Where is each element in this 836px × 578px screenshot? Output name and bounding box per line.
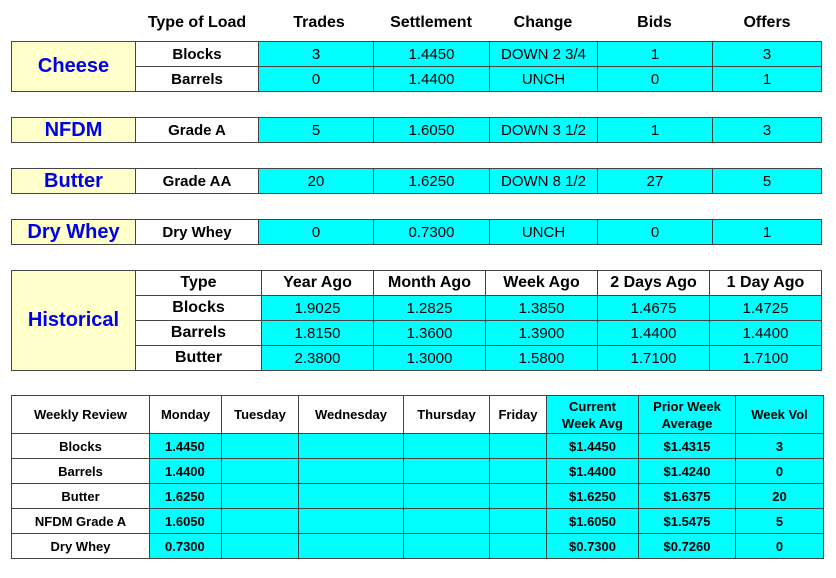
weekly-row-label: Barrels <box>11 458 150 484</box>
weekly-cell-week-vol: 0 <box>735 533 824 559</box>
weekly-cell-current-avg: $1.4450 <box>546 433 639 459</box>
historical-butter-month-ago: 1.3000 <box>373 345 486 371</box>
weekly-cell-thursday <box>403 433 490 459</box>
cheese-barrels-offers: 1 <box>712 66 822 92</box>
weekly-cell-current-avg: $1.6050 <box>546 508 639 534</box>
weekly-cell-week-vol: 20 <box>735 483 824 509</box>
weekly-header-thursday: Thursday <box>403 395 490 434</box>
nfdm-change: DOWN 3 1/2 <box>489 117 598 143</box>
nfdm-type: Grade A <box>135 117 259 143</box>
weekly-row-label: Butter <box>11 483 150 509</box>
cheese-barrels-settlement: 1.4400 <box>373 66 490 92</box>
cheese-type-barrels: Barrels <box>135 66 259 92</box>
header-change: Change <box>513 14 573 31</box>
weekly-header-prior-week-average <box>638 395 736 434</box>
drywhey-change: UNCH <box>489 219 598 245</box>
historical-barrels-2-days-ago: 1.4400 <box>597 320 710 346</box>
weekly-cell-thursday <box>403 533 490 559</box>
drywhey-type: Dry Whey <box>135 219 259 245</box>
butter-change: DOWN 8 1/2 <box>489 168 598 194</box>
weekly-cell-thursday <box>403 458 490 484</box>
weekly-cell-monday: 0.7300 <box>149 533 222 559</box>
weekly-header-week-vol: Week Vol <box>735 395 824 434</box>
historical-header-type: Type <box>135 270 262 296</box>
weekly-cell-wednesday <box>298 458 404 484</box>
weekly-cell-monday: 1.4450 <box>149 433 222 459</box>
historical-header-week-ago: Week Ago <box>485 270 598 296</box>
weekly-header-current-week-avg <box>546 395 639 434</box>
weekly-header-friday: Friday <box>489 395 547 434</box>
weekly-row-label: Blocks <box>11 433 150 459</box>
weekly-cell-friday <box>489 533 547 559</box>
weekly-cell-current-avg: $1.6250 <box>546 483 639 509</box>
nfdm-trades: 5 <box>258 117 374 143</box>
weekly-row-label: NFDM Grade A <box>11 508 150 534</box>
weekly-cell-week-vol: 0 <box>735 458 824 484</box>
historical-type-blocks: Blocks <box>135 295 262 321</box>
cheese-blocks-trades: 3 <box>258 41 374 67</box>
historical-header-month-ago: Month Ago <box>373 270 486 296</box>
weekly-cell-prior-avg: $1.4240 <box>638 458 736 484</box>
weekly-cell-tuesday <box>221 533 299 559</box>
historical-butter-year-ago: 2.3800 <box>261 345 374 371</box>
weekly-cell-thursday <box>403 483 490 509</box>
historical-butter-1-day-ago: 1.7100 <box>709 345 822 371</box>
historical-header-year-ago: Year Ago <box>261 270 374 296</box>
header-type-of-load: Type of Load <box>147 14 247 31</box>
weekly-cell-friday <box>489 458 547 484</box>
butter-trades: 20 <box>258 168 374 194</box>
cheese-barrels-bids: 0 <box>597 66 713 92</box>
weekly-cell-prior-avg: $0.7260 <box>638 533 736 559</box>
weekly-cell-thursday <box>403 508 490 534</box>
current-avg-line1: Current <box>569 398 616 414</box>
cheese-blocks-offers: 3 <box>712 41 822 67</box>
weekly-cell-wednesday <box>298 508 404 534</box>
historical-blocks-year-ago: 1.9025 <box>261 295 374 321</box>
historical-barrels-year-ago: 1.8150 <box>261 320 374 346</box>
historical-type-barrels: Barrels <box>135 320 262 346</box>
historical-butter-week-ago: 1.5800 <box>485 345 598 371</box>
drywhey-settlement: 0.7300 <box>373 219 490 245</box>
historical-header-1-day-ago: 1 Day Ago <box>709 270 822 296</box>
butter-offers: 5 <box>712 168 822 194</box>
weekly-cell-friday <box>489 433 547 459</box>
cheese-blocks-settlement: 1.4450 <box>373 41 490 67</box>
historical-blocks-month-ago: 1.2825 <box>373 295 486 321</box>
historical-barrels-1-day-ago: 1.4400 <box>709 320 822 346</box>
weekly-cell-monday: 1.6050 <box>149 508 222 534</box>
nfdm-label: NFDM <box>11 117 136 143</box>
cheese-blocks-bids: 1 <box>597 41 713 67</box>
weekly-row-label: Dry Whey <box>11 533 150 559</box>
weekly-cell-tuesday <box>221 458 299 484</box>
historical-blocks-2-days-ago: 1.4675 <box>597 295 710 321</box>
weekly-cell-prior-avg: $1.5475 <box>638 508 736 534</box>
header-offers: Offers <box>743 14 791 31</box>
weekly-cell-week-vol: 5 <box>735 508 824 534</box>
weekly-cell-current-avg: $0.7300 <box>546 533 639 559</box>
weekly-cell-tuesday <box>221 433 299 459</box>
weekly-cell-wednesday <box>298 533 404 559</box>
header-bids: Bids <box>637 14 672 31</box>
weekly-cell-monday: 1.6250 <box>149 483 222 509</box>
weekly-cell-wednesday <box>298 483 404 509</box>
butter-bids: 27 <box>597 168 713 194</box>
weekly-cell-tuesday <box>221 508 299 534</box>
weekly-cell-current-avg: $1.4400 <box>546 458 639 484</box>
historical-blocks-1-day-ago: 1.4725 <box>709 295 822 321</box>
weekly-header-wednesday: Wednesday <box>298 395 404 434</box>
cheese-label: Cheese <box>11 41 136 92</box>
header-settlement: Settlement <box>390 14 472 31</box>
prior-avg-line1: Prior Week <box>653 398 721 414</box>
cheese-blocks-change: DOWN 2 3/4 <box>489 41 598 67</box>
butter-type: Grade AA <box>135 168 259 194</box>
butter-settlement: 1.6250 <box>373 168 490 194</box>
nfdm-offers: 3 <box>712 117 822 143</box>
historical-type-butter: Butter <box>135 345 262 371</box>
drywhey-offers: 1 <box>712 219 822 245</box>
weekly-cell-prior-avg: $1.6375 <box>638 483 736 509</box>
cheese-barrels-trades: 0 <box>258 66 374 92</box>
historical-barrels-month-ago: 1.3600 <box>373 320 486 346</box>
drywhey-bids: 0 <box>597 219 713 245</box>
header-trades: Trades <box>293 14 345 31</box>
butter-label: Butter <box>11 168 136 194</box>
historical-butter-2-days-ago: 1.7100 <box>597 345 710 371</box>
historical-label: Historical <box>11 270 136 371</box>
historical-header-2-days-ago: 2 Days Ago <box>597 270 710 296</box>
weekly-header-weekly-review: Weekly Review <box>11 395 150 434</box>
historical-blocks-week-ago: 1.3850 <box>485 295 598 321</box>
weekly-cell-monday: 1.4400 <box>149 458 222 484</box>
historical-barrels-week-ago: 1.3900 <box>485 320 598 346</box>
nfdm-bids: 1 <box>597 117 713 143</box>
cheese-barrels-change: UNCH <box>489 66 598 92</box>
weekly-cell-wednesday <box>298 433 404 459</box>
cheese-type-blocks: Blocks <box>135 41 259 67</box>
weekly-cell-friday <box>489 483 547 509</box>
current-avg-line2: Week Avg <box>562 415 623 431</box>
nfdm-settlement: 1.6050 <box>373 117 490 143</box>
weekly-cell-week-vol: 3 <box>735 433 824 459</box>
weekly-header-tuesday: Tuesday <box>221 395 299 434</box>
weekly-cell-tuesday <box>221 483 299 509</box>
prior-avg-line2: Average <box>661 415 713 431</box>
drywhey-trades: 0 <box>258 219 374 245</box>
weekly-cell-prior-avg: $1.4315 <box>638 433 736 459</box>
weekly-header-monday: Monday <box>149 395 222 434</box>
weekly-cell-friday <box>489 508 547 534</box>
drywhey-label: Dry Whey <box>11 219 136 245</box>
